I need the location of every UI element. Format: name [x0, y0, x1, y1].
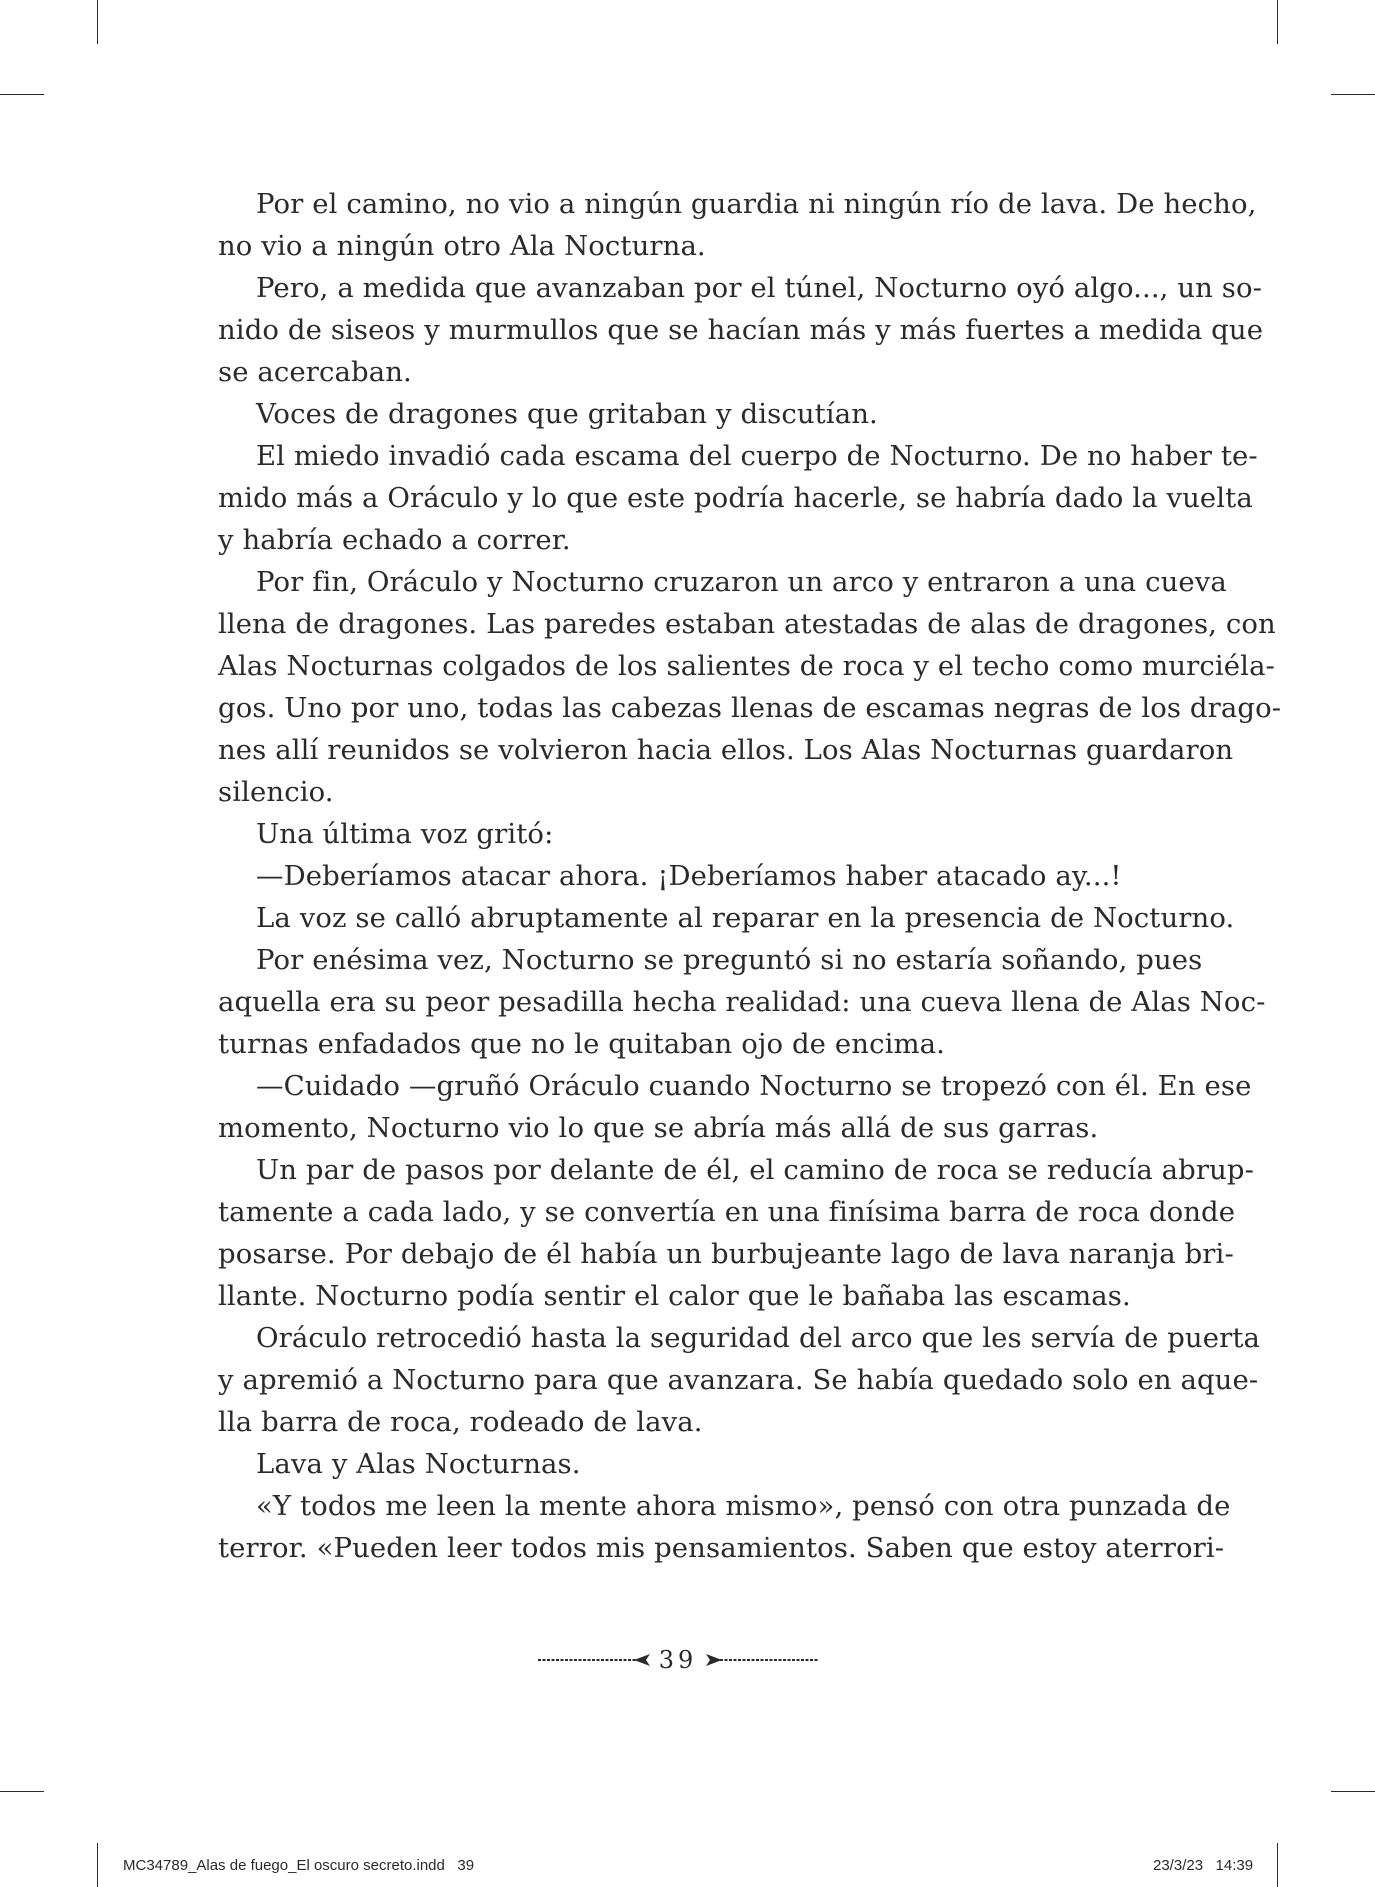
body-text — [218, 183, 1282, 1569]
text-line: posarse. Por debajo de él había un burbujeante lago de lava naranja bri- — [218, 1238, 1234, 1270]
text-line: se acercaban. — [218, 356, 412, 388]
text-line: Una última voz gritó: — [256, 818, 554, 850]
paragraph — [218, 1317, 1260, 1443]
text-line: Por el camino, no vio a ningún guardia ni ningún río de lava. De hecho, — [256, 188, 1257, 220]
paragraph — [218, 1149, 1255, 1317]
text-line: turnas enfadados que no le quitaban ojo de encima. — [218, 1028, 945, 1060]
page-number: 39 — [658, 1646, 698, 1674]
slug-filename: MC34789_Alas de fuego_El oscuro secreto.indd 39 — [123, 1857, 475, 1874]
text-line: llena de dragones. Las paredes estaban atestadas de alas de dragones, con — [218, 608, 1276, 640]
text-line: El miedo invadió cada escama del cuerpo de Nocturno. De no haber te- — [256, 440, 1258, 472]
text-line: mido más a Oráculo y lo que este podría hacerle, se habría dado la vuelta — [218, 482, 1253, 514]
crop-mark-bottom-right — [1277, 1843, 1278, 1887]
paragraph — [218, 813, 1154, 855]
text-line: Oráculo retrocedió hasta la seguridad del arco que les servía de puerta — [256, 1322, 1260, 1354]
crop-mark-bottom-left — [97, 1843, 98, 1887]
folio-arrow-left-icon — [538, 1653, 653, 1667]
paragraph — [218, 267, 1264, 393]
folio-arrow-right-icon — [703, 1653, 818, 1667]
text-line: —Deberíamos atacar ahora. ¡Deberíamos haber atacado ay...! — [256, 860, 1122, 892]
crop-mark-top-right — [1277, 0, 1278, 44]
text-line: Por enésima vez, Nocturno se preguntó si no estaría soñando, pues — [256, 944, 1203, 976]
text-line: no vio a ningún otro Ala Nocturna. — [218, 230, 706, 262]
folio — [548, 1640, 808, 1680]
text-line: Por fin, Oráculo y Nocturno cruzaron un arco y entraron a una cueva — [256, 566, 1227, 598]
crop-mark-right-bottom — [1331, 1791, 1375, 1792]
text-line: gos. Uno por uno, todas las cabezas llenas de escamas negras de los drago- — [218, 692, 1282, 724]
text-line: Lava y Alas Nocturnas. — [256, 1448, 581, 1480]
text-line: silencio. — [218, 776, 334, 808]
paragraph — [218, 1443, 1154, 1485]
text-line: —Cuidado —gruñó Oráculo cuando Nocturno se tropezó con él. En ese — [256, 1070, 1252, 1102]
slug-datetime: 23/3/23 14:39 — [1153, 1857, 1254, 1874]
text-line: nido de siseos y murmullos que se hacían más y más fuertes a medida que — [218, 314, 1264, 346]
text-line: Pero, a medida que avanzaban por el túnel, Nocturno oyó algo..., un so- — [256, 272, 1263, 304]
text-line: llante. Nocturno podía sentir el calor que le bañaba las escamas. — [218, 1280, 1131, 1312]
text-line: Alas Nocturnas colgados de los salientes de roca y el techo como murciéla- — [218, 650, 1275, 682]
text-line: tamente a cada lado, y se convertía en una finísima barra de roca donde — [218, 1196, 1236, 1228]
text-line: aquella era su peor pesadilla hecha realidad: una cueva llena de Alas Noc- — [218, 986, 1266, 1018]
text-line: y apremió a Nocturno para que avanzara. Se había quedado solo en aque- — [218, 1364, 1259, 1396]
crop-mark-left-bottom — [0, 1791, 44, 1792]
paragraph — [218, 435, 1258, 561]
crop-mark-right-top — [1331, 94, 1375, 95]
paragraph — [218, 183, 1257, 267]
paragraph — [218, 897, 1235, 939]
crop-mark-left-top — [0, 94, 44, 95]
text-line: La voz se calló abruptamente al reparar en la presencia de Nocturno. — [256, 902, 1235, 934]
text-line: «Y todos me leen la mente ahora mismo», pensó con otra punzada de — [256, 1490, 1231, 1522]
paragraph — [218, 939, 1266, 1065]
text-line: Voces de dragones que gritaban y discutían. — [256, 398, 878, 430]
paragraph — [218, 1065, 1252, 1149]
text-line: y habría echado a correr. — [218, 524, 571, 556]
text-line: terror. «Pueden leer todos mis pensamientos. Saben que estoy aterrori- — [218, 1532, 1225, 1564]
crop-mark-top-left — [97, 0, 98, 44]
folio-ornament — [538, 1646, 819, 1674]
text-line: nes allí reunidos se volvieron hacia ellos. Los Alas Nocturnas guardaron — [218, 734, 1234, 766]
text-line: momento, Nocturno vio lo que se abría más allá de sus garras. — [218, 1112, 1099, 1144]
text-line: Un par de pasos por delante de él, el camino de roca se reducía abrup- — [256, 1154, 1255, 1186]
paragraph — [218, 1485, 1231, 1569]
paragraph — [218, 393, 1154, 435]
text-line: lla barra de roca, rodeado de lava. — [218, 1406, 703, 1438]
paragraph — [218, 561, 1282, 813]
paragraph — [218, 855, 1154, 897]
